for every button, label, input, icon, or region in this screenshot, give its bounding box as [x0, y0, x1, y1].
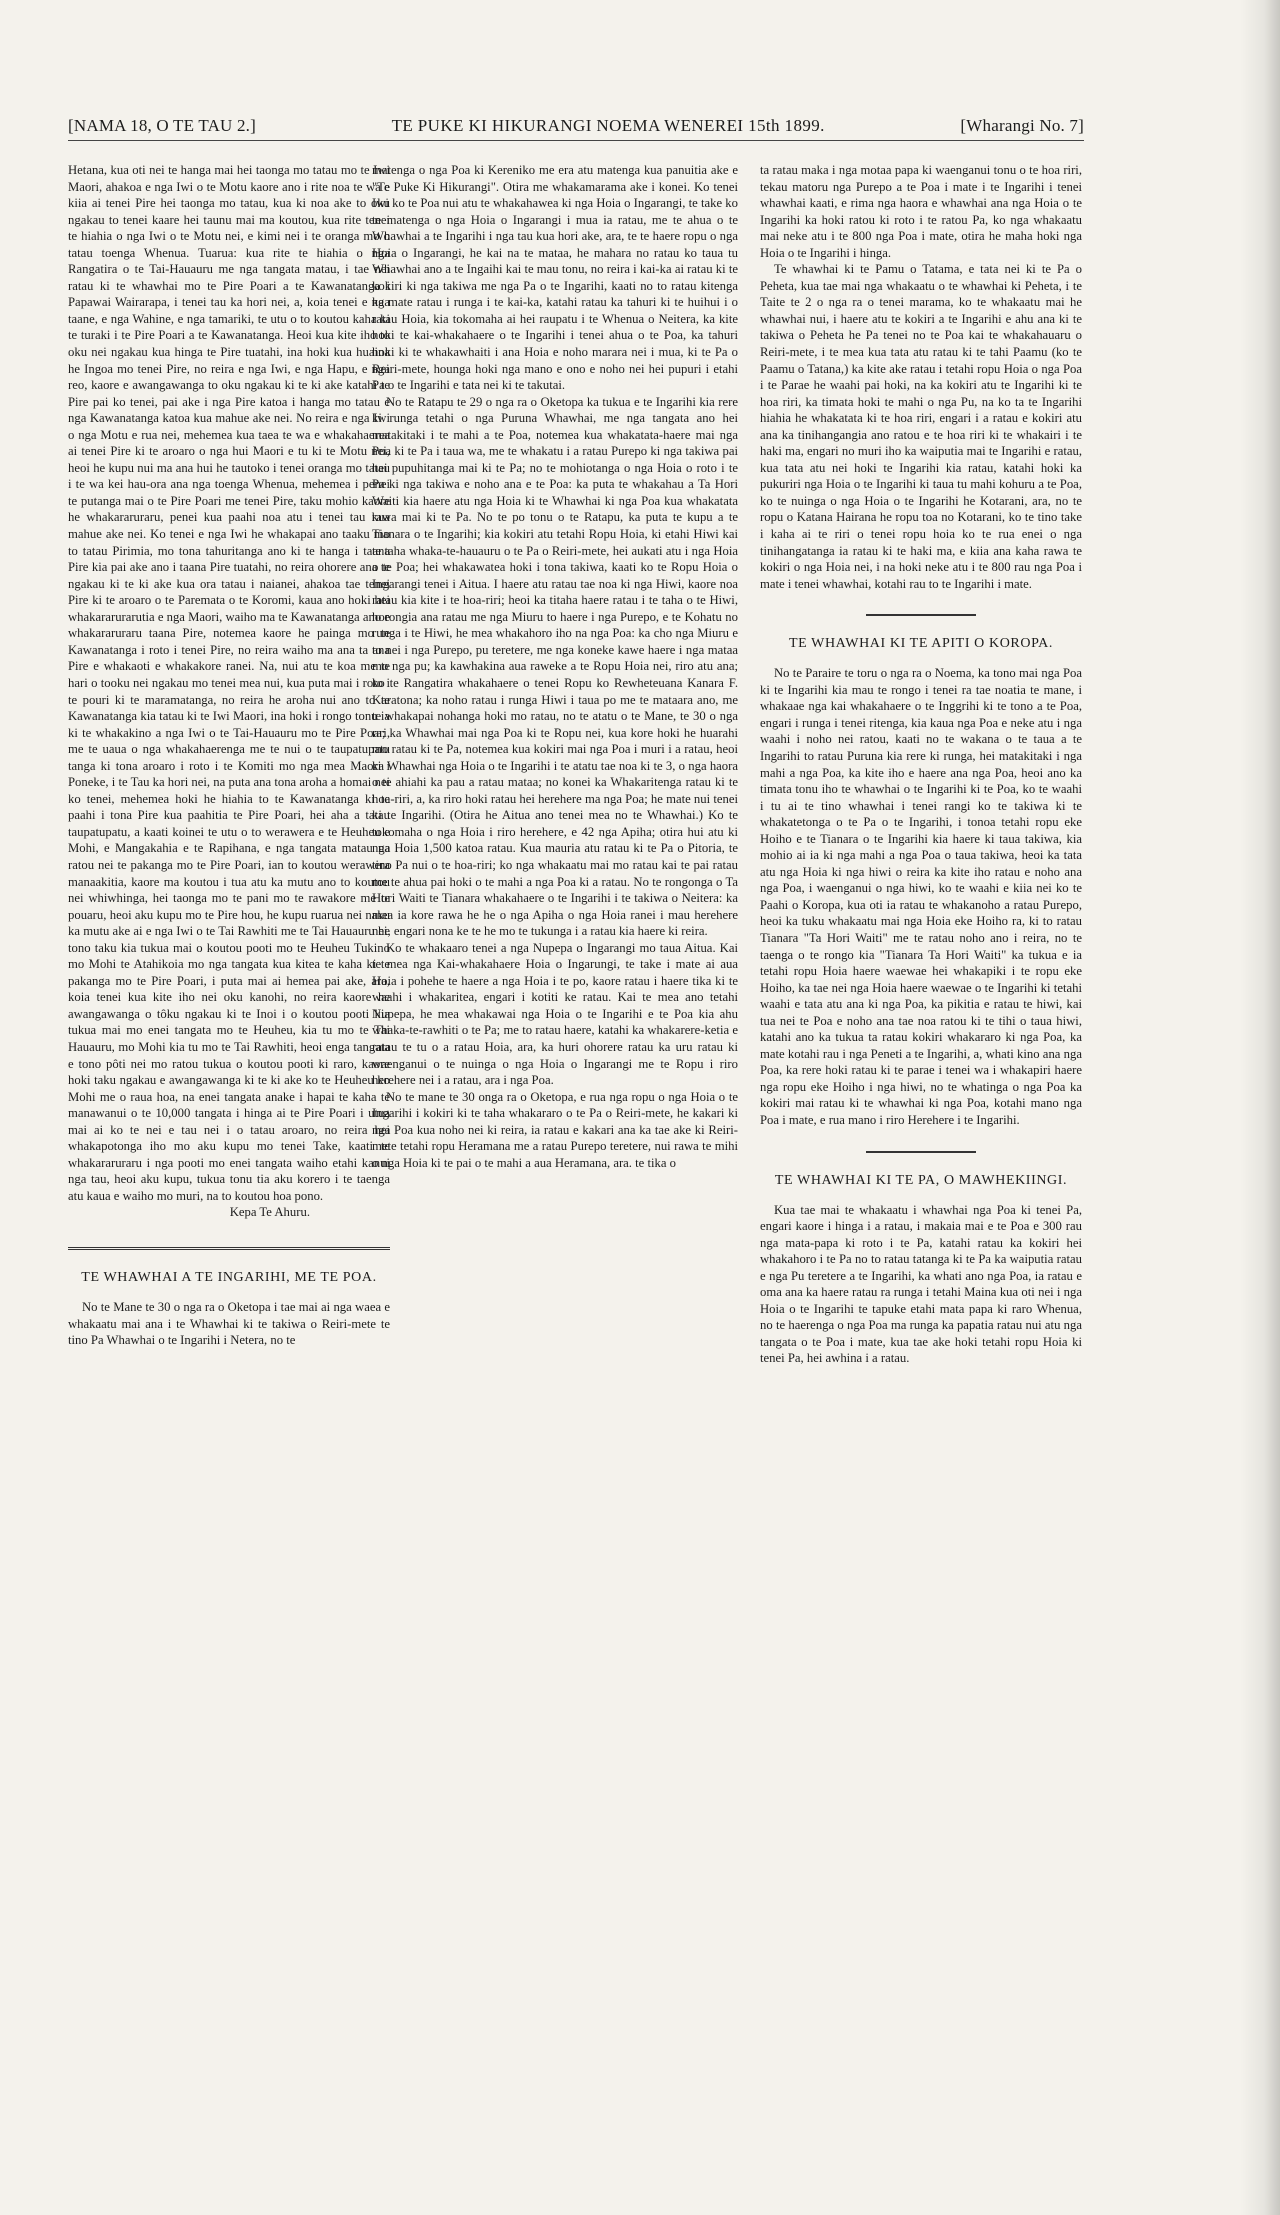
article-paragraph: ta ratau maka i nga motaa papa ki waenganui tonu o te hoa riri, tekau matoru nga Purepo a te Poa i mate i te Ingarihi i tenei whawhai kaati, e rima nga haora e whawhai ana nga Hoia o te Ingarihi ka hoki ratou ki roto i te ratou Pa, ko nga whakaatu mai neke atu i te 800 nga Poa i mate, otira he maha hoki nga Hoia o te Ingarihi i hinga. — [760, 163, 1082, 260]
column-3 — [760, 162, 1082, 1367]
article-paragraph: No te Paraire te toru o nga ra o Noema, ka tono mai nga Poa ki te Ingarihi kia mau te rongo i tenei ra tae noatia te mane, i whakaae nga kai whakahaere o te Inggrihi ki te tono a te Poa, engari i runga i tenei ritenga, kia kaua nga Poa e neke atu i nga waahi i noho nei ratou, kaati no te wakana o te taua a te Ingarihi to ratau Puruna kia rere ki runga, hei matakitaki i nga mahi a nga Poa, ka kite iho e haere ana nga Poa, heoi ano ka timata tonu iho te whawhai o te Ingarihi ki te Poa, ko te waahi i tu ai te tino whawhai i tenei rangi ko te takiwa ki te whakatetonga o te Pa o te Ingarihi, i tonoa tetahi ropu eke Hoiho e te Tianara o te Ingarihi kia haere ki taua takiwa, kia mohio ai ia ki nga mahi a nga Poa o taua takiwa, heoi ka tata atu nga Hoia ki nga hiwi o reira ka kite iho ratau e noho ana nga Poa, i waenganui o nga hiwi, ko te waahi e kiia nei ko te Paahi o Koropa, kua oti ia ratau te whakanoho a ratau Purepo, heoi ka tuku whakaatu mai nga Hoia eke Hoiho ra, ki to ratau Tianara "Ta Hori Waiti" me te ratau noho ano i reira, no te taenga o te rongo kia "Tianara Ta Hori Waiti" ka tukua e ia tetahi ropu Hoia haere waewae hei whakapiki i te ropu eke Hoiho, ka tae nei nga Hoia haere waewae o te Ingarihi ki tetahi waahi e tata atu ana ki nga Poa, ka pikitia e ratau te hiwi, kai tua nei te Poa e noho ana tae noa ratou ki te tihi o taua hiwi, katahi ano ka tukua ta ratau kokiri whakararo ki nga Poa, ka mate kotahi rau i nga Peneti a te Ingarihi, a, whati kino ana nga Poa, ka rere hoki ratau ki te parae i tenei wa i whakapiri haere nga ropu eke Hoiho i nga hiwi, no te whatinga o nga Poa ka kokiri mai ratau ki te whawhai ki nga Poa, kotahi mano nga Poa i mate, e rua mano i riro Herehere i te Ingarihi. — [760, 666, 1082, 1127]
article-paragraph: matenga o nga Poa ki Kereniko me era atu matenga kua panuitia ake e "Te Puke Ki Hikurangi". Otira me whakamarama ake i konei. Ko tenei Iwi ko te Poa nui atu te whakahawea ki nga Hoia o Ingarangi, te take ko te matenga o nga Hoia o Ingarangi i mua ia ratau, me te ahua o te Whawhai a te Ingarihi i nga tau kua hori ake, ara, te te haere ropu o nga Hoia o Ingarangi, he kai na te mataa, he mahara no ratau ko taua tu Whawhai ano a te Ingaihi kai te mau tonu, no reira i kai-ka ai ratau ki te kokiri ki nga takiwa me nga Pa o te Ingarihi, kaati no to ratau kitenga ka mate ratau i runga i te kai-ka, katahi ratau ka tahuri ki te huihui i o ratau Hoia, kia tokomaha ai hei raupatu i te Whenua o Neitera, ka kite hoki te kai-whakahaere o te Ingarihi i tenei ahua o te Poa, ka tahuri hoki ki te whakawhaiti i ana Hoia e noho marara nei i mua, ki te Pa o Reiri-mete, hounga hoki nga mano e ono e noho nei hei pupuri i etahi Pa o te Ingarihi e tata nei ki te takutai. — [372, 163, 738, 393]
section-heading: TE WHAWHAI KI TE PA, O MAWHEKIINGI. — [774, 1172, 1068, 1188]
column-2 — [372, 162, 738, 1171]
article-paragraph: No te mane te 30 onga ra o Oketopa, e rua nga ropu o nga Hoia o te Ingarihi i kokiri ki te taha whakararo o te Pa o Reiri-mete, he kakari ki nga Poa kua noho nei ki reira, ia ratau e kakari ana ka tae ake ki Reiri-mete tetahi ropu Heramana me a ratau Purepo teretere, nui rawa te mihi o nga Hoia ki te pai o te mahi a aua Heramana, ara. te tika o — [372, 1089, 738, 1170]
section-divider — [866, 1151, 976, 1153]
article-paragraph: Hetana, kua oti nei te hanga mai hei taonga mo tatau mo te Iwi Maori, ahakoa e nga Iwi o te Motu kaore ano i rite noa te wa e kiia ai tenei Pire hei taonga mo tatau, kua ki noa ake to oku ngakau to tenei kaare hei taunu mai ma koutou, kua rite tenei te hiahia o nga Iwi o te Motu nei, e kimi nei i te oranga mo o tatau toenga Whenua. Tuarua: kua rite te hiahia o nga Rangatira o te Tai-Hauauru me nga tangata matau, i tae nei ratau ki te whawhai mo te Pire Poari a te Kawanatanga i Papawai Wairarapa, i tenei tau ka hori nei, a, koia tenei e nga taane, e nga Wahine, e nga tamariki, te utu o to koutou kaha ki te turaki i te Pire Poari a te Kawanatanga. Heoi kua kite iho to oku nei ngakau kua hinga te Pire tuatahi, ina hoki kua huaina he Ingoa mo tenei Pire, no reira e nga Iwi, e nga Hapu, e nga reo, kaore e awangawanga to oku ngakau ki te ki ake katahi te Pire pai ko tenei, pai ake i nga Pire katoa i hanga mo tatau e nga Kawanatanga katoa kua mahue ake nei. No reira e nga Iwi o nga Motu e rua nei, mehemea kua taea te wa e whakahaerea ai tenei Pire ki te aroaro o nga hui Maori e tu ki te Motu nei, heoi he kupu nui ma ana hui he tautoko i tenei oranga mo tatau i te wa kei hau-ora ana nga toenga Whenua, mehemea i penei te putanga mai o te Pire Poari me tenei Pire, taku mohio kaore he whakararuraru, penei kua paahi noa atu i tenei tau kua mahue ake nei. Ko tenei e nga Iwi he whakapai ano taaku mo to tatau Pirimia, mo tona tahuritanga ano ki te hanga i taana Pire kia pai ake ano i taana Pire tuatahi, no reira ohorere ana te ngakau ki te ki ake kua ora tatau i naianei, ahakoa tae tenei Pire ki te aroaro o te Paremata o te Koromi, kaua ano hoki hei whakararurarutia e nga Maori, waiho ma te Kawanatanga ano e whakararuraru taana Pire, notemea kaore he painga mo te Kawanatanga i roto i tenei Pire, no reira waiho ma ana ta ana Pire e whakaoti e whakakore ranei. Na, nui atu te koa me te hari o tooku nei ngakau mo tenei mea nui, kua puta mai i roto i te pouri ki te maramatanga, no reira he aroha nui ano to te Kawanatanga kia tatau ki te Iwi Maori, ina hoki i rongo tonu ia ki te whakakino a nga Iwi o te Tai-Hauauru mo te Pire Poari, me te uaua o nga whakahaerenga me te nui o te taupatupatu tanga ki tona aroaro i roto i te Komiti mo nga mea Maori i Poneke, i te Tau ka hori nei, na puta ana tona aroha a homai nei ko tenei, mehemea hoki he hiahia to te Kawanatanga ki te paahi i tona Pire kua paahitia te Pire Poari, hei aha a tatau taupatupatu, a kaati koinei te utu o to werawera e te Heuheu e Mohi, e Mangakahia e te Rapihana, e nga tangata matau na ratou nei te pakanga mo te Pire Poari, ian to koutou werawera manaakitia, kaore ma koutou i tua atu ka mutu ano to koutou nei whiwhinga, hei taonga mo te pani mo te rawakore me te pouaru, heoi aku kupu mo te Pire hou, he kupu ruarua nei naku ka mutu ake ai e nga Iwi o te Tai Rawhiti me te Tai Hauauru he tono taku kia tukua mai o koutou pooti mo te Heuheu Tukino mo Mohi te Atahikoia mo nga tangata kua kitea te kaha ki te pakanga mo te Pire Poari, i puta mai ai hemea pai ake, ara, koia tenei kua kite iho nei oku kanohi, no reira kaore he awangawanga o tôku ngakau ki te Inoi i o koutou pooti kia tukua mai mo enei tangata mo te Heuheu, kia tu mo te Tai Hauauru, mo Mohi kia tu mo te Tai Rawhiti, heoi enga tangata e tono pôti nei mo ratou tukua o koutou pooti ki raro, kaore hoki taku ngakau e awangawanga ki te ki ake ko te Heuheu ko Mohi me o raua hoa, na enei tangata anake i hapai te kaha te manawanui o te 10,000 tangata i hinga ai te Pire Poari i utua mai ai ko te nei e tau nei i o tatau aroaro, no reira hei whakapotonga iho mo aku kupu mo tenei Take, kaati te whakararuraru i nga pooti mo enei tangata waiho etahi kanui nga tau, heoi aku kupu, tukua tonu tia aku korero i te taenga atu kaua e waiho mo muri, na to koutou hoa pono. — [68, 163, 390, 1203]
article-paragraph: Te whawhai ki te Pamu o Tatama, e tata nei ki te Pa o Peheta, kua tae mai nga whakaatu o te whawhai ki Peheta, i te Taite te 2 o nga ra o tenei marama, ko te whakaatu mai he whawhai nui, i haere atu te kokiri a te Ingarihi e ahu ana ki te takiwa o Peheta he Pa tenei no te Poa kai te whakahauaru o Reiri-mete, i te mea kua tata atu ratau ki te tahi Paamu (ko te Paamu o Tatana,) ka kite ake ratau i tetahi ropu Hoia o nga Poa i te Parae he waahi pai hoki, na ka kokiri atu te Ingarihi ki te hoa riri, ka timata hoki te mahi o nga Pu, na ko ta te Ingarihi hiahia he whakatata ki te hoa riri, engari i a ratau e kokiri atu ana ka tinihangangia ano ratou e te hoa riri ki te whakairi i te haki ma, engari no muri iho ka waiputia mai te Ingarihi e ratau, kua tata atu nei hoki te Ingarihi kia ratau, katahi hoki ka pukuriri nga Hoia o te Ingarihi ki taua tu mahi kohuru a te Poa, ko te nuinga o nga Hoia o te Ingarihi he Kotarani, ara, no te ropu o Katana Hairana he ropu toa no Kotarani, ko te tino take i kaha ai te riri o tenei ropu hoia ko te rua enei o nga tinihangatanga ia ratau ki te haki ma, e kiia ana kaha rawa te kokiri o nga Hoia nei, i na hoki neke atu i te 800 rau nga Poa i mate i tenei whawhai, kotahi rau to te Ingarihi i mate. — [760, 262, 1082, 591]
header-title-date: TE PUKE KI HIKURANGI NOEMA WENEREI 15th 1899. — [391, 116, 825, 135]
section-divider — [68, 1247, 390, 1250]
article-paragraph: No te Ratapu te 29 o nga ra o Oketopa ka tukua e te Ingarihi kia rere ki runga tetahi o nga Puruna Whawhai, me nga tangata ano hei matakitaki i te mahi a te Poa, notemea kua whakatata-haere mai nga Poa ki te Pa i taua wa, me te whakatu i a ratau Purepo ki nga takiwa pai hei pupuhitanga mai ki te Pa; no te mohiotanga o nga Hoia o roto i te Pa ki nga takiwa e noho ana e te Poa: ka puta te whakahau a Ta Hori Waiti kia haere atu nga Hoia ki te Whawhai ki nga Poa kua whakatata rawa mai ki te Pa. No te po tonu o te Ratapu, ka puta te kupu a te Tianara o te Ingarihi; kia kokiri atu tetahi Ropu Hoia, ki etahi Hiwi kai te taha whaka-te-hauauru o te Pa o Reiri-mete, hei aukati atu i nga Hoia o te Poa; hei whakawatea hoki i tona takiwa, kaati ko te Ropu Hoia o Ingarangi tenei i Aitua. I haere atu ratau tae noa ki nga Hiwi, kaore noa ratau kia kite i te hoa-riri; heoi ka titaha haere ratau i te taha o te Hiwi, horongia ana ratau me nga Miuru to haere i nga Purepo, e te Kohatu no runga i te Hiwi, he mea whakahoro iho na nga Poa: ka cho nga Miuru e to nei i nga Purepo, pu teretere, me nga koneke kawe haere i nga mataa mo nga pu; ka kawhakina aua raweke a te Ropu Hoia nei, riro atu ana; ko te Rangatira whakahaere o tenei Ropu ko Rewheteuana Kanara F. Karatona; ka noho ratau i runga Hiwi i taua po me te mataara ano, me te whakapai nohanga hoki mo ratau, no te atatu o te Mane, te 30 o nga ra; ka Whawhai mai nga Poa ki te Ropu nei, kua kore hoki he huarahi mo ratau ki te Pa, notemea kua kokiri mai nga Poa i muri i a ratau, heoi ka Whawhai nga Hoia o te Ingarihi i te atatu tae noa ki te 3, o nga haora o te ahiahi ka pau a ratau mataa; no konei ka Whakaritenga ratau ki te hoa-riri, a, ka riro hoki ratau hei herehere ma nga Poa; he mate nui tenei ki te Ingarihi. (Otira he Aitua ano tenei mea no te Whawhai.) Ko te tokomaha o nga Hoia i riro herehere, e 42 nga Apiha; otira hui atu ki nga Hoia 1,500 katoa ratau. Kua mauria atu ratau ki te Pa o Pitoria, te tino Pa nui o te hoa-riri; ko nga whakaatu mai mo ratau kai te pai ratau me te ahua pai hoki o te mahi a nga Poa ki a ratau. No te rongonga o Ta Hori Waiti te Tianara whakahaere o te Ingarihi i te takiwa o Neitera: ka mea ia kore rawa he he o nga Apiha o nga Hoia ranei i mau herehere nei, engari nona ke te he mo te tukunga i a ratau kia haere ki reira. — [372, 394, 738, 939]
page-edge-shadow — [1240, 0, 1280, 2215]
article-paragraph: No te Mane te 30 o nga ra o Oketopa i tae mai ai nga waea e whakaatu mai ana i te Whawhai ki te takiwa o Reiri-mete te tino Pa Whawhai o te Ingarihi i Netera, no te — [68, 1300, 390, 1348]
header-page-number: [Wharangi No. 7] — [960, 116, 1084, 135]
page-header — [68, 112, 1084, 141]
article-paragraph: Ko te whakaaro tenei a nga Nupepa o Ingarangi mo taua Aitua. Kai te mea nga Kai-whakahaere Hoia o Ingarungi, te take i mate ai aua Hoia i pohehe te haere a nga Hoia i te po, kaore ratau i haere tika ki te waahi i whakaritea, engari i kotiti ke ratau. Kai te mea ano tetahi Nupepa, he mea whakawai nga Hoia o te Ingarihi e te Poa kia ahu whaka-te-rawhiti o te Pa; me to ratau haere, katahi ka whakarere-ketia e ratau te tu o a ratau Hoia, ara, ka huri ohorere ratau ka uru ratau ki waenganui o te nuinga o nga Hoia o Ingarangi me te Ropu i riro herehere nei i a ratau, ara i nga Poa. — [372, 940, 738, 1088]
section-heading: TE WHAWHAI KI TE APITI O KOROPA. — [789, 636, 1053, 652]
column-1 — [68, 162, 390, 1349]
section-divider — [866, 614, 976, 616]
section-heading: TE WHAWHAI A TE INGARIHI, ME TE POA. — [81, 1270, 377, 1285]
article-paragraph: Kua tae mai te whakaatu i whawhai nga Poa ki tenei Pa, engari kaore i hinga i a ratau, i makaia mai e te Poa e 300 rau nga mata-papa ki roto i te Pa, katahi ratau ka kokiri hei whakahoro i te Pa no to ratau tatanga ki te Pa ka waiputia ratau e nga Pu teretere a te Ingarihi, ka whati ano nga Poa, ia ratau e oma ana ka haere ratau ra runga i tetahi Maina kua oti nei i nga Hoia o te Ingarihi te tapuke etahi mata papa ki raro Whenua, no te haerenga o nga Poa ma runga ka papatia ratau nui atu nga tangata o te Poa i mate, kua tae ake hoki tetahi ropu Hoia ki tenei Pa, hei awhina i a ratau. — [760, 1202, 1082, 1366]
header-issue: [NAMA 18, O TE TAU 2.] — [68, 116, 256, 135]
signature: Kepa Te Ahuru. — [229, 1205, 310, 1220]
